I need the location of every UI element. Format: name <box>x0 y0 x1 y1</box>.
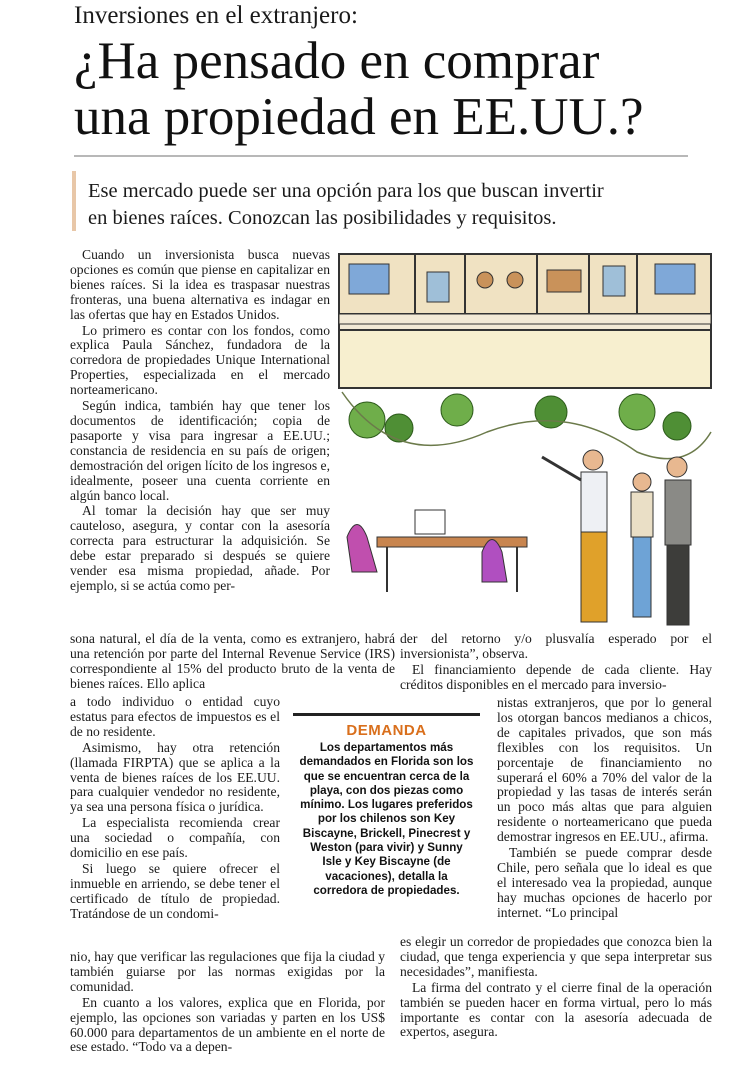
sidebar-body: Los departamentos más demandados en Florida son los que se encuentran cerca de la playa, con dos piezas como mínimo. Los lugares preferidos por los chilenos son Key Biscayne, Brickell, Pinecrest y Weston (para vivir) y Sunny Isle y Key Biscayne (de vacaciones), detalla la corredora de propiedades. <box>299 741 474 897</box>
column-1 <box>70 248 330 594</box>
article-paragraph: sona natural, el día de la venta, como es extranjero, habrá una retención por parte del Internal Revenue Service (IRS) correspondiente al 15% del producto bruto de la venta de bienes raíces. Ello aplica <box>70 631 395 691</box>
article-paragraph: También se puede comprar desde Chile, pero señala que lo ideal es que el interesado vea la propiedad, aunque hay muchas opciones de hacerlo por internet. “Lo principal <box>497 845 712 920</box>
deck-line-1: Ese mercado puede ser una opción para los que buscan invertir <box>88 180 604 202</box>
column-3b <box>497 696 712 921</box>
kicker: Inversiones en el extranjero: <box>74 2 358 29</box>
article-paragraph: En cuanto a los valores, explica que en Florida, por ejemplo, las opciones son variadas y parten en los US$ 60.000 para departamentos de un ambiente en el norte de ese estado. “Todo va a depen- <box>70 994 385 1055</box>
deck <box>88 178 728 232</box>
article-paragraph: der del retorno y/o plusvalía esperado por el inversionista”, observa. <box>400 631 712 661</box>
article-paragraph: nistas extranjeros, que por lo general los otorgan bancos medianos a chicos, de capitales privados, que son más flexibles con los requisitos. Un porcentaje de financiamiento no superará el 60% a 70% del valor de la propiedad y las tasas de interés serán un poco más altas que para alguien residente o norteamericano que pueda demostrar ingresos en EE.UU., afirma. <box>497 695 712 845</box>
article-paragraph: La firma del contrato y el cierre final de la operación también se pueden hacer en forma virtual, pero lo más importante es contar con la asesoría adecuada de expertos, asegura. <box>400 979 712 1040</box>
article-paragraph: Asimismo, hay otra retención (llamada FIRPTA) que se aplica a la venta de bienes raíces de los EE.UU. para cualquier vendedor no residente, ya sea una persona física o jurídica. <box>70 739 280 815</box>
article-paragraph: es elegir un corredor de propiedades que conozca bien la ciudad, que tenga experiencia y que sepa interpretar sus necesidades”, manifiesta. <box>400 934 712 979</box>
article-paragraph: Si luego se quiere ofrecer el inmueble en arriendo, se debe tener el certificado de título de propiedad. Tratándose de un condomi- <box>70 860 280 921</box>
column-3a <box>400 632 712 693</box>
article-paragraph: Según indica, también hay que tener los documentos de identificación; copia de pasaporte y visa para ingresar a EE.UU.; constancia de residencia en su país de origen; demostración del origen lícito de los ingresos e, idealmente, poseer una cuenta corriente en algún banco local. <box>70 398 330 503</box>
headline-line-1: ¿Ha pensado en comprar <box>74 32 600 90</box>
article-paragraph: Lo primero es contar con los fondos, como explica Paula Sánchez, fundadora de la corredora de propiedades Unique International Properties, especializada en el mercado norteamericano. <box>70 322 330 398</box>
sidebar-box <box>293 713 480 922</box>
article-paragraph: a todo individuo o entidad cuyo estatus para efectos de impuestos es el de no residente. <box>70 694 280 739</box>
article-paragraph: Al tomar la decisión hay que ser muy cauteloso, asegura, y contar con la asesoría correcta para estructurar la adquisición. Se debe estar preparado si después se quiere vender esa misma propiedad, añade. Por ejemplo, si se actúa como per- <box>70 503 330 593</box>
sidebar-title: DEMANDA <box>346 722 427 739</box>
headline <box>74 33 644 145</box>
column-1b <box>70 695 280 922</box>
article-wide-1 <box>70 632 395 692</box>
article-paragraph: La especialista recomienda crear una sociedad o compañía, con domicilio en ese país. <box>70 815 280 861</box>
floor-plan-illustration-icon <box>337 252 713 637</box>
deck-accent-bar <box>72 171 76 231</box>
column-3c <box>400 935 712 1040</box>
headline-rule <box>74 155 688 157</box>
deck-line-2: en bienes raíces. Conozcan las posibilidades y requisitos. <box>88 207 557 229</box>
article-paragraph: El financiamiento depende de cada cliente. Hay créditos disponibles en el mercado para inversio- <box>400 661 712 692</box>
article-paragraph: Cuando un inversionista busca nuevas opciones es común que piense en capitalizar en bienes raíces. Si la idea es traspasar nuestras fronteras, una buena alternativa es indagar en las ofertas que hay en Estados Unidos. <box>70 247 330 322</box>
article-wide-2 <box>70 950 385 1055</box>
article-paragraph: nio, hay que verificar las regulaciones que fija la ciudad y también guiarse por las normas exigidas por la comunidad. <box>70 949 385 994</box>
headline-line-2: una propiedad en EE.UU.? <box>74 88 644 146</box>
